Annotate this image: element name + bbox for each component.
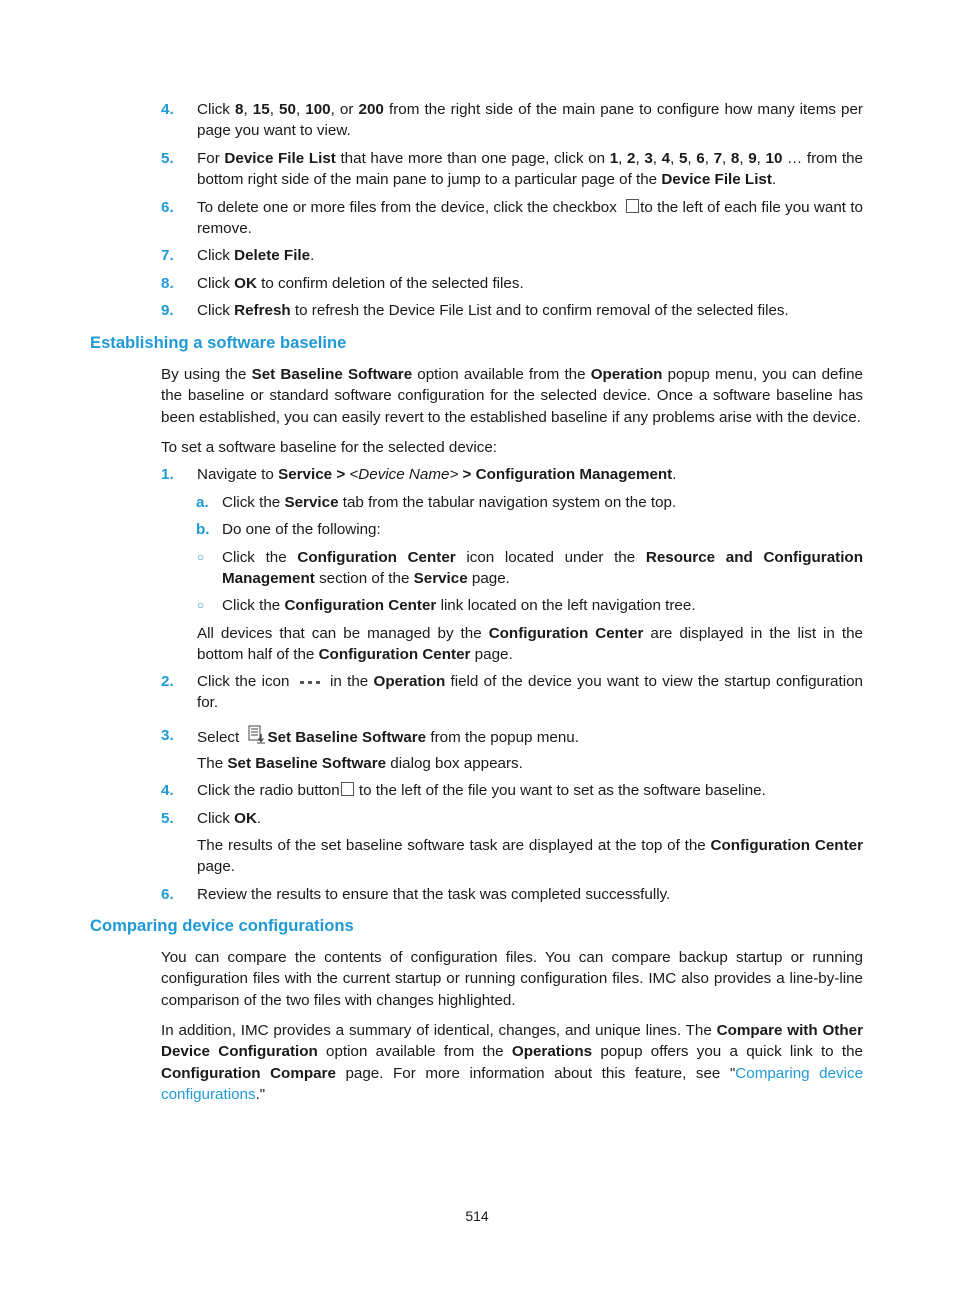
step-number: 7. <box>161 247 174 264</box>
step-text: To delete one or more files from the device, click the checkbox to the left of each file you want to remove. <box>197 199 863 238</box>
step-number: 5. <box>161 810 174 827</box>
sub-step-letter: a. <box>196 494 209 511</box>
section-heading: Establishing a software baseline <box>90 333 347 352</box>
step-text: Click the icon in the Operation field of the device you want to view the startup configuration for. <box>197 673 863 712</box>
step-number: 6. <box>161 886 174 903</box>
step-number: 9. <box>161 302 174 319</box>
bullet-icon: ○ <box>197 598 205 612</box>
checkbox-icon <box>626 199 639 213</box>
page-number: 514 <box>465 1208 489 1224</box>
step-number: 6. <box>161 199 174 216</box>
sub-step-text: Click the Service tab from the tabular navigation system on the top. <box>222 494 677 511</box>
body-text: In addition, IMC provides a summary of identical, changes, and unique lines. The Compare with Other Device Configuration option available from the Operations popup offers you a quick link to the Configuration Compare page. For more information about this feature, see "Comparing device configurations." <box>161 1022 864 1103</box>
step-number: 3. <box>161 727 174 744</box>
intro-text: By using the Set Baseline Software option available from the Operation popup menu, you can define the baseline or standard software configuration for the selected device. Once a software baseline has been established, you can easily revert to the established baseline if any problems arise with the device. <box>161 366 863 426</box>
bullet-text: Click the Configuration Center link located on the left navigation tree. <box>222 597 696 614</box>
step-text: Click the radio button to the left of the file you want to set as the software baseline. <box>197 782 766 799</box>
comparing-configurations-link[interactable]: Comparing device configurations <box>161 1064 864 1103</box>
step-number: 5. <box>161 150 174 167</box>
step-number: 4. <box>161 101 174 118</box>
step-text: Click 8, 15, 50, 100, or 200 from the right side of the main pane to configure how many items per page you want to view. <box>197 101 863 140</box>
ellipsis-icon <box>299 671 321 692</box>
step-number: 2. <box>161 673 174 690</box>
step-text: Review the results to ensure that the task was completed successfully. <box>197 886 671 903</box>
step-text: Select Set Baseline Software from the popup menu. <box>197 725 863 751</box>
step-number: 8. <box>161 275 174 292</box>
step-text: Navigate to Service > <Device Name> > Configuration Management. <box>197 466 677 483</box>
bullet-text: Click the Configuration Center icon located under the Resource and Configuration Management section of the Service page. <box>222 549 863 588</box>
step-text: For Device File List that have more than one page, click on 1, 2, 3, 4, 5, 6, 7, 8, 9, 10 … from the bottom right side of the main pane to jump to a particular page of the Device File List. <box>197 150 863 189</box>
sub-step-letter: b. <box>196 521 210 538</box>
note-text: The results of the set baseline software task are displayed at the top of the Configuration Center page. <box>197 837 863 876</box>
section-heading: Comparing device configurations <box>90 916 354 935</box>
sub-step-text: Do one of the following: <box>222 521 381 538</box>
set-baseline-icon <box>247 725 267 751</box>
step-text: Click OK to confirm deletion of the selected files. <box>197 275 524 292</box>
step-number: 1. <box>161 466 174 483</box>
step-text: Click OK. <box>197 810 262 827</box>
note-text: The Set Baseline Software dialog box appears. <box>197 755 523 772</box>
radio-button-icon <box>341 782 354 796</box>
step-number: 4. <box>161 782 174 799</box>
step-text: Click Delete File. <box>197 247 315 264</box>
lead-text: To set a software baseline for the selected device: <box>161 439 497 456</box>
body-text: You can compare the contents of configuration files. You can compare backup startup or running configuration files with the current startup or running configuration files. IMC also provides a line-by-line comparison of the two files with changes highlighted. <box>161 949 863 1009</box>
step-text: Click Refresh to refresh the Device File List and to confirm removal of the selected files. <box>197 302 789 319</box>
bullet-icon: ○ <box>197 550 205 564</box>
note-text: All devices that can be managed by the Configuration Center are displayed in the list in the bottom half of the Configuration Center page. <box>197 625 864 664</box>
